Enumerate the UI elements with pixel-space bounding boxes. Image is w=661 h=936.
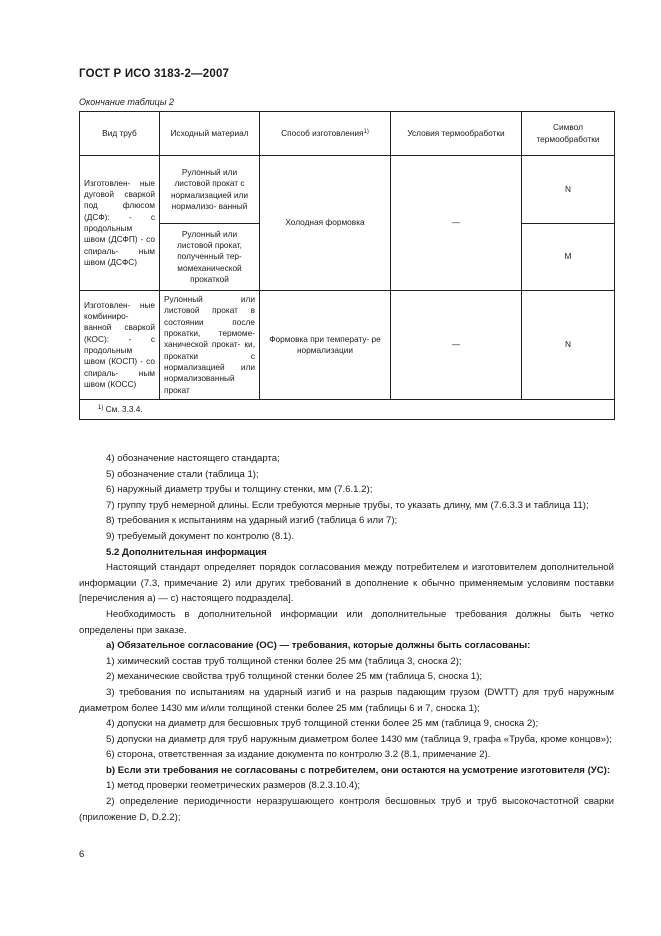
footnote-mark: 1) [363,128,369,135]
col-header-method [260,112,391,156]
col-header-material: Исходный материал [160,112,260,156]
list-item: 4) допуски на диаметр для бесшовных труб толщиной стенки более 25 мм (таблица 9, сноска 2); [106,718,539,730]
list-item: 8) требования к испытаниям на ударный изгиб (таблица 6 или 7); [106,515,398,527]
table-caption: Окончание таблицы 2 [79,97,174,107]
list-item: 6) наружный диаметр трубы и толщину стенки, мм (7.6.1.2); [106,484,373,496]
list-item: 5) допуски на диаметр для труб наружным диаметром более 1430 мм (таблица 9, графа «Труба, кроме концов»); [106,733,612,745]
table-header-row [80,112,615,156]
list-item: 5) обозначение стали (таблица 1); [106,468,259,480]
table-row [80,156,615,224]
footnote-text: См. 3.3.4. [105,403,143,414]
body-text [79,451,614,825]
subsection-heading: а) Обязательное согласование (ОС) — требования, которые должны быть согласованы: [106,640,531,652]
subsection-heading: b) Если эти требования не согласованы с потребителем, они остаются на усмотрение изготовителя (УС): [106,764,611,776]
list-item: 7) группу труб немерной длины. Если требуются мерные трубы, то указать длину, мм (7.6.3.3 и таблица 11); [106,499,589,511]
list-item: 6) сторона, ответственная за издание документа по контролю 3.2 (8.1, примечание 2). [106,749,491,761]
paragraph: Необходимость в дополнительной информации или дополнительные требования должны быть четко определены при заказе. [79,608,614,636]
section-heading: 5.2 Дополнительная информация [106,546,267,558]
cell-symbol: M [522,224,615,291]
cell-symbol: N [522,156,615,224]
table-row [80,291,615,400]
cell-method: Холодная формовка [260,156,391,291]
cell-method: Формовка при температу- ре нормализации [260,291,391,400]
page-number: 6 [79,849,85,860]
col-header-symbol: Символ термообработки [522,112,615,156]
col-header-pipe-type: Вид труб [80,112,160,156]
cell-material: Рулонный или листовой прокат, полученный тер- момеханической прокаткой [160,224,260,291]
col-header-method-label: Способ изготовления [281,127,364,138]
cell-material: Рулонный или листовой прокат с нормализацией или нормализо- ванный [160,156,260,224]
cell-pipe-type: Изготовлен- ные дуговой сваркой под флюсом (ДСФ): - с продольным швом (ДСФП) - со спираль- ным швом (ДСФС) [80,156,160,291]
data-table [79,111,615,420]
cell-heat-treatment: — [391,156,522,291]
list-item: 2) определение периодичности неразрушающего контроля бесшовных труб и труб высокочастотной сварки (приложение D, D.2.2); [79,796,614,823]
list-item: 1) метод проверки геометрических размеров (8.2.3.10.4); [106,780,361,792]
table-footnote [80,400,615,420]
list-item: 2) механические свойства труб толщиной стенки более 25 мм (таблица 5, сноска 1); [106,671,483,683]
paragraph: Настоящий стандарт определяет порядок согласования между потребителем и изготовителем дополнительной информации (7.3, примечание 2) или других требований в дополнение к обычно применяемым условиям поставки [перечисления а) — с) настоящего подраздела]. [79,562,614,605]
cell-material: Рулонный или листовой прокат в состоянии после прокатки, термоме- ханической прокат- ки, прокатки с нормализацией или нормализованный прокат [160,291,260,400]
cell-heat-treatment: — [391,291,522,400]
list-item: 1) химический состав труб толщиной стенки более 25 мм (таблица 3, сноска 2); [106,655,462,667]
document-header: ГОСТ Р ИСО 3183-2—2007 [79,68,230,80]
col-header-heat-treatment: Условия термообработки [391,112,522,156]
list-item: 9) требуемый документ по контролю (8.1). [106,530,295,542]
footnote-mark: 1) [98,404,104,411]
cell-pipe-type: Изготовлен- ные комбиниро- ванной сваркой (КОС): - с продольным швом (КОСП) - со спираль- ным швом (КОСС) [80,291,160,400]
list-item: 4) обозначение настоящего стандарта; [106,453,280,464]
list-item: 3) требования по испытаниям на ударный изгиб и на разрыв падающим грузом (DWTT) для труб наружным диаметром более 1430 мм и/или толщиной стенки более 25 мм (таблицы 6 и 7, сноска 1); [79,686,614,714]
cell-symbol: N [522,291,615,400]
table-footnote-row [80,400,615,420]
